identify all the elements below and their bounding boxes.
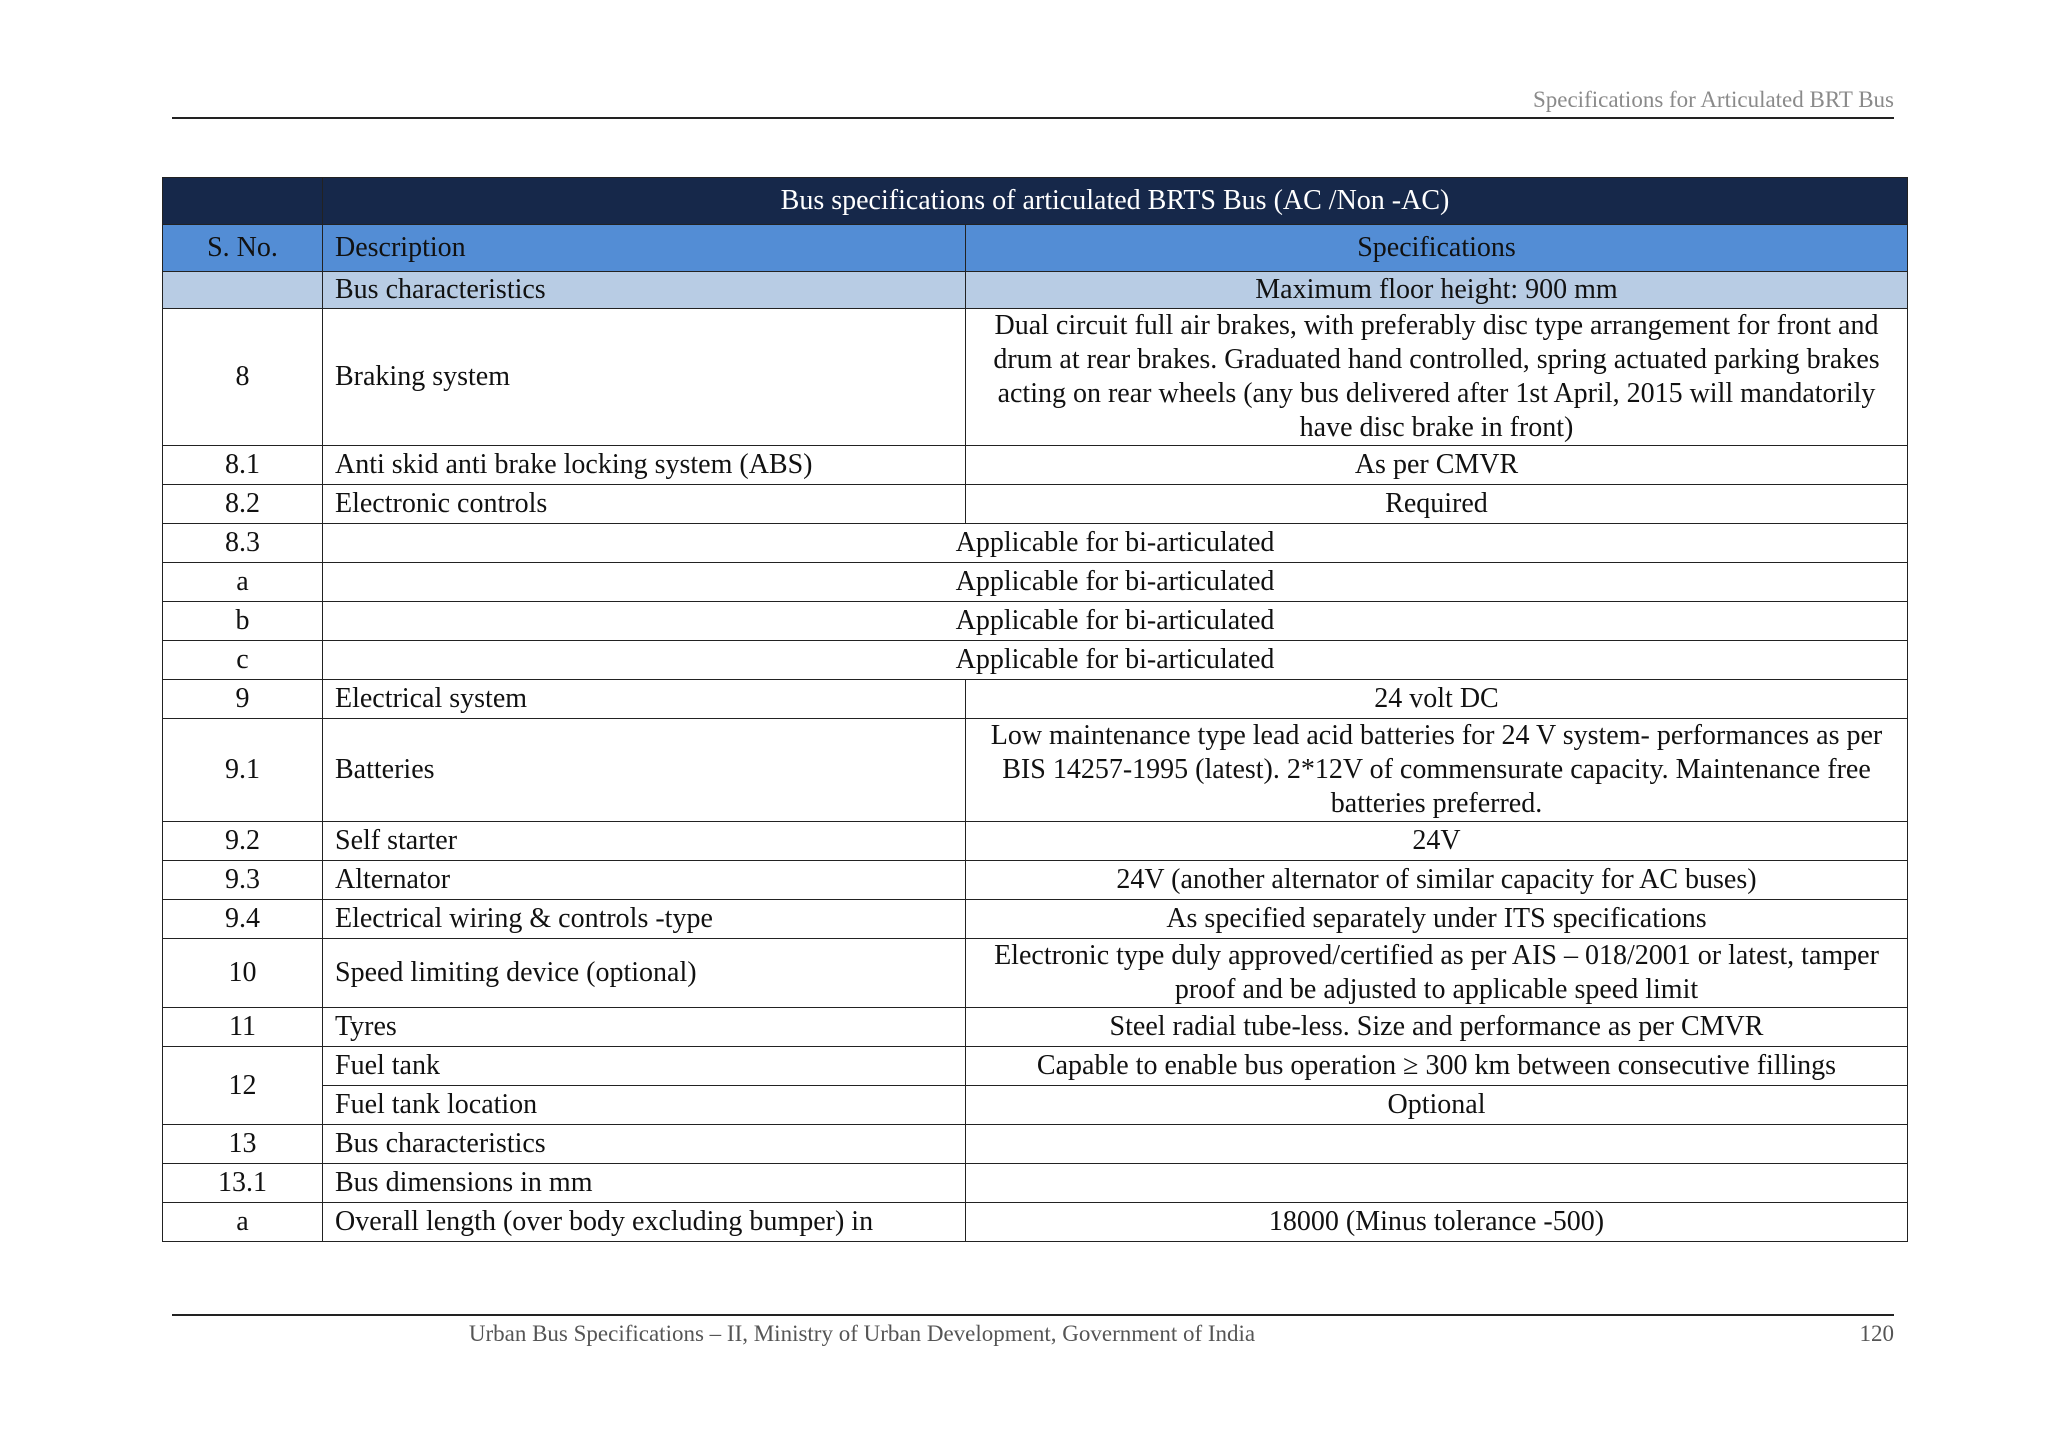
row-sno: 8.3 <box>163 524 323 563</box>
row-description: Batteries <box>323 719 966 822</box>
row-sno: 11 <box>163 1008 323 1047</box>
row-sno: 12 <box>163 1047 323 1125</box>
table-row <box>163 900 1908 939</box>
table-row <box>163 1008 1908 1047</box>
row-sno: 9.1 <box>163 719 323 822</box>
row-sno: a <box>163 1203 323 1242</box>
row-specification: Steel radial tube-less. Size and performance as per CMVR <box>966 1008 1908 1047</box>
row-sno: 10 <box>163 939 323 1008</box>
row-description: Electronic controls <box>323 485 966 524</box>
column-header-sno: S. No. <box>163 225 323 272</box>
page-number: 120 <box>1859 1321 1894 1346</box>
column-header-description: Description <box>323 225 966 272</box>
subheader-specification: Maximum floor height: 900 mm <box>966 272 1908 309</box>
table-row <box>163 1164 1908 1203</box>
row-sno: 9 <box>163 680 323 719</box>
table-row <box>163 641 1908 680</box>
table-row <box>163 861 1908 900</box>
table-row <box>163 1203 1908 1242</box>
row-description: Anti skid anti brake locking system (ABS) <box>323 446 966 485</box>
table-row <box>163 1047 1908 1086</box>
row-description: Speed limiting device (optional) <box>323 939 966 1008</box>
table-row <box>163 602 1908 641</box>
subheader-row <box>163 272 1908 309</box>
table-title-row <box>163 178 1908 225</box>
row-specification: Required <box>966 485 1908 524</box>
column-header-row <box>163 225 1908 272</box>
row-specification <box>966 1125 1908 1164</box>
title-blank-cell <box>163 178 323 225</box>
specifications-table <box>162 177 1908 1242</box>
row-sno: 8 <box>163 309 323 446</box>
column-header-specifications: Specifications <box>966 225 1908 272</box>
row-sno: 9.4 <box>163 900 323 939</box>
row-merged-note: Applicable for bi-articulated <box>323 563 1908 602</box>
row-merged-note: Applicable for bi-articulated <box>323 602 1908 641</box>
row-specification: Dual circuit full air brakes, with preferably disc type arrangement for front and drum at rear brakes. Graduated hand controlled, spring actuated parking brakes acting on rear wheels (any bus delivered after 1st April, 2015 will mandatorily have disc brake in front) <box>966 309 1908 446</box>
table-row <box>163 719 1908 822</box>
table-row <box>163 563 1908 602</box>
row-specification: 24 volt DC <box>966 680 1908 719</box>
row-specification: Optional <box>966 1086 1908 1125</box>
row-sno: c <box>163 641 323 680</box>
row-specification: Capable to enable bus operation ≥ 300 km between consecutive fillings <box>966 1047 1908 1086</box>
header-rule <box>172 117 1894 119</box>
row-sno: 9.2 <box>163 822 323 861</box>
row-description: Alternator <box>323 861 966 900</box>
subheader-blank-cell <box>163 272 323 309</box>
row-specification: As per CMVR <box>966 446 1908 485</box>
row-sno: 8.1 <box>163 446 323 485</box>
row-sno: 8.2 <box>163 485 323 524</box>
row-description: Tyres <box>323 1008 966 1047</box>
footer-text: Urban Bus Specifications – II, Ministry of Urban Development, Government of India <box>468 1321 1256 1346</box>
running-header: Specifications for Articulated BRT Bus <box>1532 87 1894 112</box>
row-sno: b <box>163 602 323 641</box>
row-description: Fuel tank <box>323 1047 966 1086</box>
row-description: Electrical wiring & controls -type <box>323 900 966 939</box>
row-description: Bus characteristics <box>323 1125 966 1164</box>
row-description: Bus dimensions in mm <box>323 1164 966 1203</box>
table-row <box>163 309 1908 446</box>
row-specification: Low maintenance type lead acid batteries for 24 V system- performances as per BIS 14257-1995 (latest). 2*12V of commensurate capacity. Maintenance free batteries preferred. <box>966 719 1908 822</box>
table-title: Bus specifications of articulated BRTS Bus (AC /Non -AC) <box>323 178 1908 225</box>
row-specification: Electronic type duly approved/certified as per AIS – 018/2001 or latest, tamper proof and be adjusted to applicable speed limit <box>966 939 1908 1008</box>
row-description: Overall length (over body excluding bumper) in <box>323 1203 966 1242</box>
row-merged-note: Applicable for bi-articulated <box>323 641 1908 680</box>
table-row <box>163 822 1908 861</box>
row-sno: 13.1 <box>163 1164 323 1203</box>
row-specification <box>966 1164 1908 1203</box>
table-row <box>163 1086 1908 1125</box>
row-merged-note: Applicable for bi-articulated <box>323 524 1908 563</box>
row-sno: 9.3 <box>163 861 323 900</box>
row-description: Self starter <box>323 822 966 861</box>
row-description: Electrical system <box>323 680 966 719</box>
row-specification: 24V (another alternator of similar capacity for AC buses) <box>966 861 1908 900</box>
table-row <box>163 680 1908 719</box>
row-specification: 18000 (Minus tolerance -500) <box>966 1203 1908 1242</box>
footer-rule <box>172 1314 1894 1316</box>
table-row <box>163 446 1908 485</box>
table-row <box>163 939 1908 1008</box>
table-row <box>163 485 1908 524</box>
subheader-description: Bus characteristics <box>323 272 966 309</box>
row-specification: As specified separately under ITS specifications <box>966 900 1908 939</box>
table-row <box>163 524 1908 563</box>
row-sno: a <box>163 563 323 602</box>
row-specification: 24V <box>966 822 1908 861</box>
table-row <box>163 1125 1908 1164</box>
row-description: Fuel tank location <box>323 1086 966 1125</box>
row-description: Braking system <box>323 309 966 446</box>
row-sno: 13 <box>163 1125 323 1164</box>
